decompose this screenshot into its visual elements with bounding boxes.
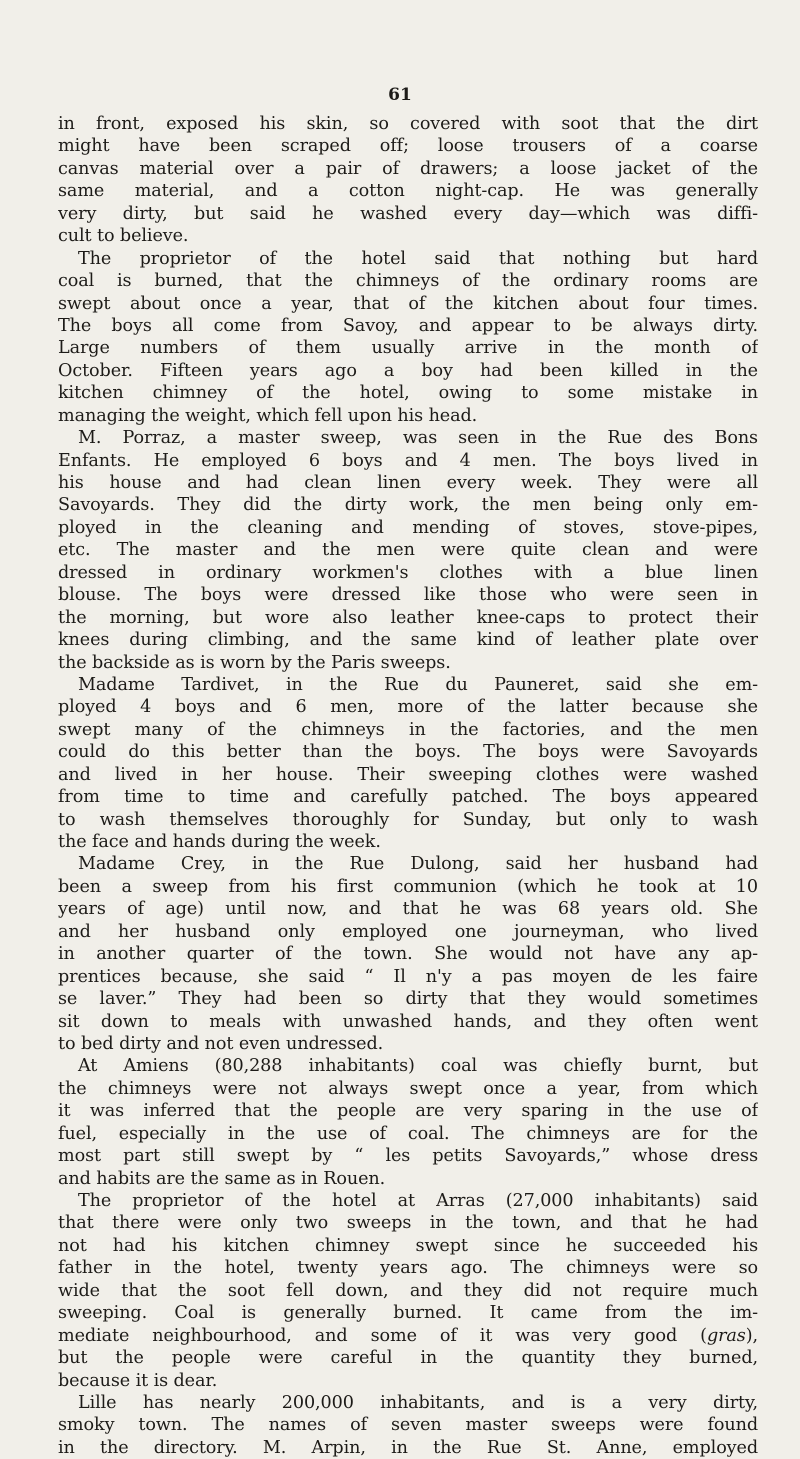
text-line: Madame Crey, in the Rue Dulong, said her husband had bbox=[78, 854, 758, 875]
text-line: his house and had clean linen every week. They were all bbox=[58, 473, 758, 493]
italic-word: gras bbox=[706, 1325, 746, 1346]
text-line: Large numbers of them usually arrive in the month of bbox=[58, 338, 758, 359]
text-line: fuel, especially in the use of coal. The chimneys are for the bbox=[58, 1123, 758, 1144]
text-line: cult to believe. bbox=[58, 226, 189, 247]
text-line: coal is burned, that the chimneys of the ordinary rooms are bbox=[58, 271, 758, 292]
text-line: kitchen chimney of the hotel, owing to some mistake in bbox=[58, 383, 758, 404]
text-line: and lived in her house. Their sweeping clothes were washed bbox=[58, 764, 758, 785]
text-line: in the directory. M. Arpin, in the Rue St. Anne, employed bbox=[58, 1437, 758, 1458]
text-line: the morning, but wore also leather knee-caps to protect their bbox=[58, 607, 758, 628]
text-line: it was inferred that the people are very sparing in the use of bbox=[58, 1101, 758, 1122]
text-line: the chimneys were not always swept once a year, from which bbox=[58, 1078, 758, 1099]
text-line: At Amiens (80,288 inhabitants) coal was chiefly burnt, but bbox=[78, 1056, 758, 1077]
text-line: father in the hotel, twenty years ago. The chimneys were so bbox=[58, 1258, 758, 1279]
text-line: swept many of the chimneys in the factories, and the men bbox=[58, 719, 758, 740]
text-line: that there were only two sweeps in the town, and that he had bbox=[58, 1213, 758, 1234]
text-line: ployed in the cleaning and mending of stoves, stove-pipes, bbox=[58, 517, 758, 538]
text-line: sit down to meals with unwashed hands, and they often went bbox=[58, 1011, 758, 1032]
text-line: most part still swept by “ les petits Savoyards,” whose dress bbox=[58, 1146, 758, 1167]
text-line: Madame Tardivet, in the Rue du Pauneret, said she em- bbox=[78, 674, 758, 695]
text-line: in front, exposed his skin, so covered with soot that the dirt bbox=[58, 114, 758, 134]
text-line: the face and hands during the week. bbox=[58, 832, 381, 852]
text-line: Lille has nearly 200,000 inhabitants, and is a very dirty, bbox=[78, 1392, 758, 1413]
text-line: because it is dear. bbox=[58, 1370, 218, 1391]
text-line: prentices because, she said “ Il n'y a pas moyen de les faire bbox=[58, 966, 758, 987]
text-line: wide that the soot fell down, and they did not require much bbox=[58, 1280, 758, 1301]
text-line: might have been scraped off; loose trousers of a coarse bbox=[58, 136, 758, 157]
text-line: Enfants. He employed 6 boys and 4 men. The boys lived in bbox=[58, 450, 758, 471]
text-line: to bed dirty and not even undressed. bbox=[58, 1033, 384, 1054]
page-number: 61 bbox=[388, 85, 412, 105]
text-line: M. Porraz, a master sweep, was seen in the Rue des Bons bbox=[78, 428, 758, 449]
text-line: not had his kitchen chimney swept since he succeeded his bbox=[58, 1235, 758, 1256]
text-line: October. Fifteen years ago a boy had been killed in the bbox=[58, 360, 758, 381]
text-line: The proprietor of the hotel at Arras (27,000 inhabitants) said bbox=[78, 1191, 758, 1211]
text-line: sweeping. Coal is generally burned. It came from the im- bbox=[58, 1303, 758, 1324]
text-line: very dirty, but said he washed every day—which was diffi- bbox=[58, 203, 758, 224]
text-line: etc. The master and the men were quite clean and were bbox=[58, 540, 758, 561]
text-line: but the people were careful in the quantity they burned, bbox=[58, 1348, 758, 1369]
text-line: dressed in ordinary workmen's clothes with a blue linen bbox=[58, 562, 758, 583]
text-line: and her husband only employed one journeyman, who lived bbox=[58, 921, 758, 942]
text-line: canvas material over a pair of drawers; a loose jacket of the bbox=[58, 158, 758, 179]
text-line: The proprietor of the hotel said that nothing but hard bbox=[78, 248, 758, 269]
text-line: The boys all come from Savoy, and appear to be always dirty. bbox=[58, 315, 758, 336]
text-line: managing the weight, which fell upon his head. bbox=[58, 405, 478, 426]
text-line: from time to time and carefully patched. The boys appeared bbox=[58, 787, 758, 808]
text-line: been a sweep from his first communion (which he took at 10 bbox=[58, 876, 758, 897]
text-line: knees during climbing, and the same kind of leather plate over bbox=[58, 630, 758, 651]
text-line: blouse. The boys were dressed like those who were seen in bbox=[58, 585, 758, 606]
text-line: the backside as is worn by the Paris sweeps. bbox=[58, 652, 451, 673]
text-line: Savoyards. They did the dirty work, the men being only em- bbox=[58, 495, 758, 516]
body-text bbox=[58, 113, 758, 1459]
text-line: same material, and a cotton night-cap. He was generally bbox=[58, 181, 758, 202]
text-line: in another quarter of the town. She would not have any ap- bbox=[58, 944, 758, 965]
text-line: years of age) until now, and that he was 68 years old. She bbox=[58, 899, 758, 920]
text-line: could do this better than the boys. The boys were Savoyards bbox=[58, 742, 758, 763]
text-line: smoky town. The names of seven master sweeps were found bbox=[58, 1415, 758, 1436]
text-line: and habits are the same as in Rouen. bbox=[58, 1168, 386, 1189]
text-line: se laver.” They had been so dirty that they would sometimes bbox=[58, 989, 758, 1010]
text-line: mediate neighbourhood, and some of it was very good (gras), bbox=[58, 1325, 758, 1346]
text-line: ployed 4 boys and 6 men, more of the latter because she bbox=[58, 697, 758, 718]
text-line: swept about once a year, that of the kitchen about four times. bbox=[58, 293, 758, 314]
text-line: to wash themselves thoroughly for Sunday, but only to wash bbox=[58, 809, 758, 830]
